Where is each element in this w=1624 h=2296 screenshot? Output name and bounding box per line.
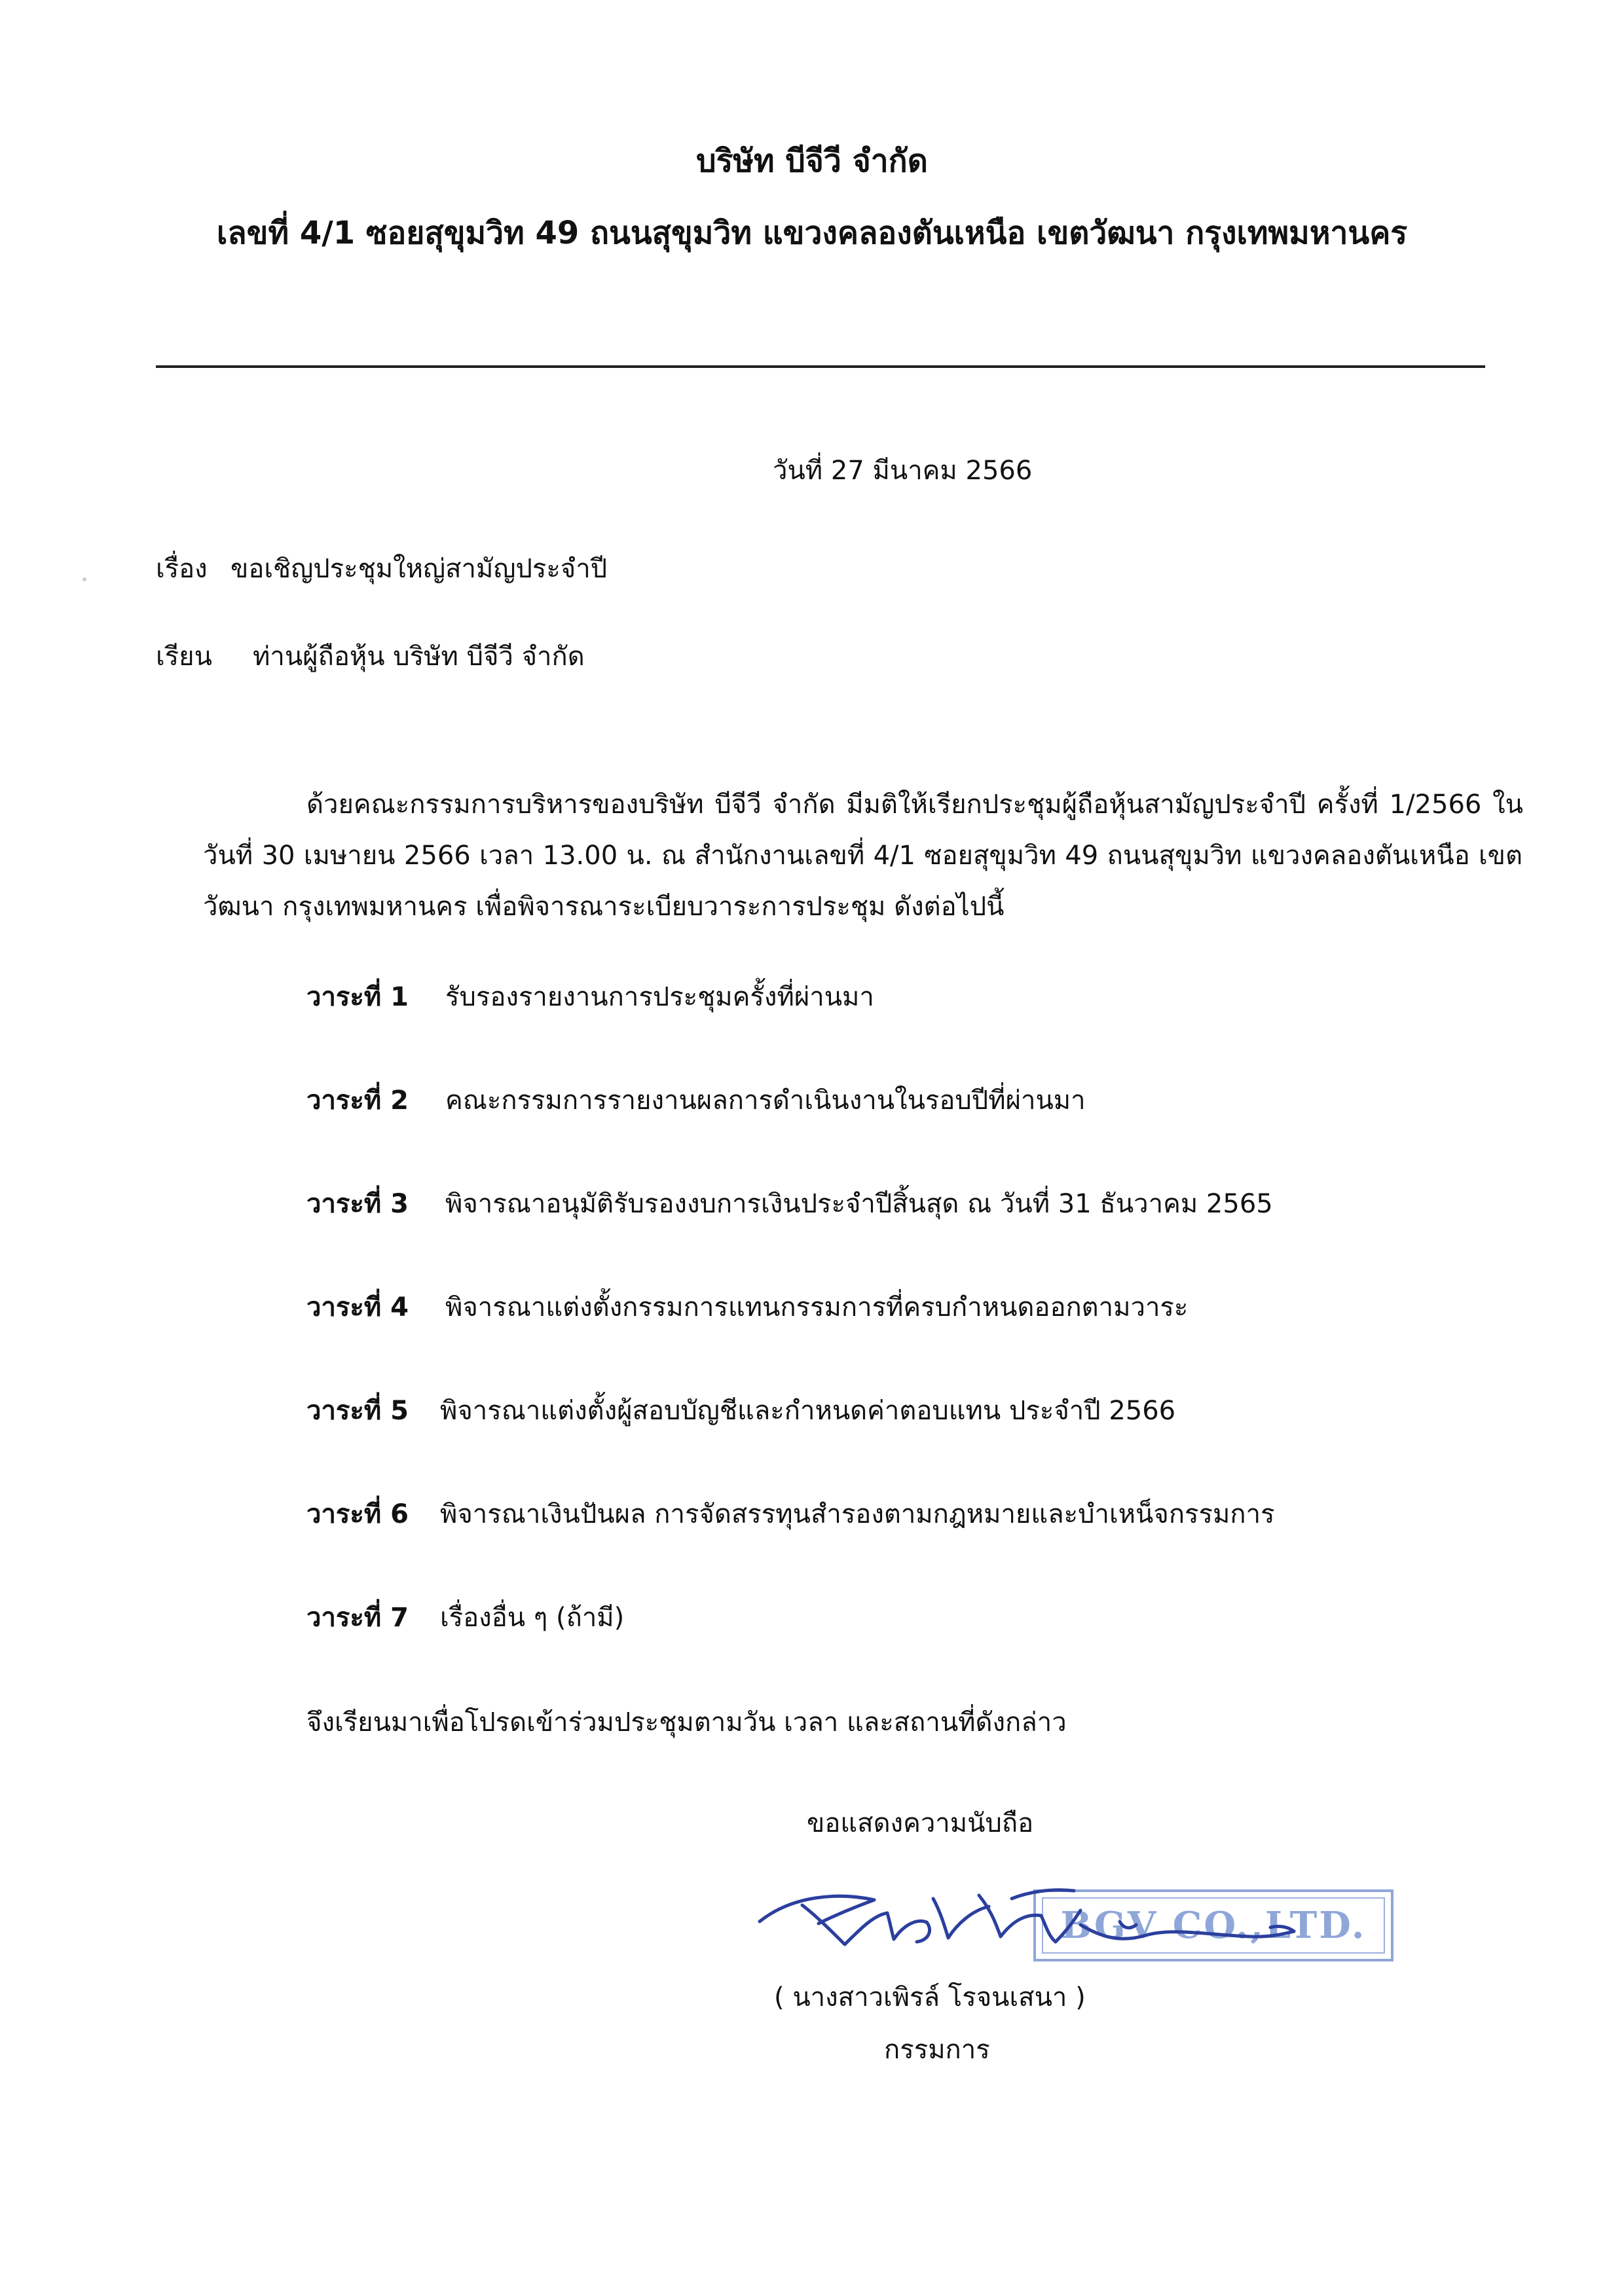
agenda-text-4: พิจารณาแต่งตั้งกรรมการแทนกรรมการที่ครบกำหนดออกตามวาระ: [445, 1292, 1189, 1322]
agenda-label-3: วาระที่ 3: [306, 1189, 409, 1219]
agenda-label-4: วาระที่ 4: [306, 1292, 409, 1322]
company-stamp-text: BGV CO.,LTD.: [1042, 1897, 1385, 1954]
agenda-text-2: คณะกรรมการรายงานผลการดำเนินงานในรอบปีที่ผ่านมา: [445, 1085, 1086, 1116]
signature-graphic: [753, 1859, 1408, 1971]
intro-line-1: ด้วยคณะกรรมการบริหารของบริษัท บีจีวี จำกัด มีมติให้เรียกประชุมผู้ถือหุ้นสามัญประจำปี ครั้งที่ 1/2566 ใน: [306, 790, 1523, 820]
intro-line-3: วัฒนา กรุงเทพมหานคร เพื่อพิจารณาระเบียบวาระการประชุม ดังต่อไปนี้: [203, 892, 1005, 922]
agenda-label-1: วาระที่ 1: [306, 982, 409, 1012]
intro-line-2: วันที่ 30 เมษายน 2566 เวลา 13.00 น. ณ สำนักงานเลขที่ 4/1 ซอยสุขุมวิท 49 ถนนสุขุมวิท แขวงคลองตันเหนือ เขต: [203, 841, 1522, 871]
agenda-label-5: วาระที่ 5: [306, 1396, 409, 1426]
agenda-text-5: พิจารณาแต่งตั้งผู้สอบบัญชีและกำหนดค่าตอบแทน ประจำปี 2566: [440, 1396, 1176, 1426]
signatory-title: กรรมการ: [884, 2035, 990, 2065]
agenda-text-6: พิจารณาเงินปันผล การจัดสรรทุนสำรองตามกฎหมายและบำเหน็จกรรมการ: [440, 1499, 1275, 1529]
signatory-name: ( นางสาวเพิรล์ โรจนเสนา ): [774, 1982, 1086, 2013]
agenda-text-3: พิจารณาอนุมัติรับรองงบการเงินประจำปีสิ้นสุด ณ วันที่ 31 ธันวาคม 2565: [445, 1189, 1273, 1219]
stray-ink-mark: [83, 577, 86, 581]
closing-sentence: จึงเรียนมาเพื่อโปรดเข้าร่วมประชุมตามวัน เวลา และสถานที่ดังกล่าว: [306, 1707, 1067, 1738]
subject-label: เรื่อง: [156, 554, 208, 584]
recipient-label: เรียน: [156, 642, 212, 672]
salutation: ขอแสดงความนับถือ: [807, 1808, 1034, 1838]
agenda-text-1: รับรองรายงานการประชุมครั้งที่ผ่านมา: [445, 982, 874, 1012]
agenda-text-7: เรื่องอื่น ๆ (ถ้ามี): [440, 1603, 625, 1633]
signature-strokes: [760, 1890, 1294, 1944]
letter-date: วันที่ 27 มีนาคม 2566: [773, 456, 1033, 486]
agenda-label-2: วาระที่ 2: [306, 1085, 409, 1116]
subject-text: ขอเชิญประชุมใหญ่สามัญประจำปี: [231, 554, 608, 584]
company-name: บริษัท บีจีวี จำกัด: [696, 143, 928, 179]
header-divider: [156, 365, 1485, 368]
company-address: เลขที่ 4/1 ซอยสุขุมวิท 49 ถนนสุขุมวิท แขวงคลองตันเหนือ เขตวัฒนา กรุงเทพมหานคร: [216, 215, 1408, 251]
agenda-label-7: วาระที่ 7: [306, 1603, 409, 1633]
agenda-label-6: วาระที่ 6: [306, 1499, 409, 1529]
recipient-text: ท่านผู้ถือหุ้น บริษัท บีจีวี จำกัด: [253, 642, 585, 672]
